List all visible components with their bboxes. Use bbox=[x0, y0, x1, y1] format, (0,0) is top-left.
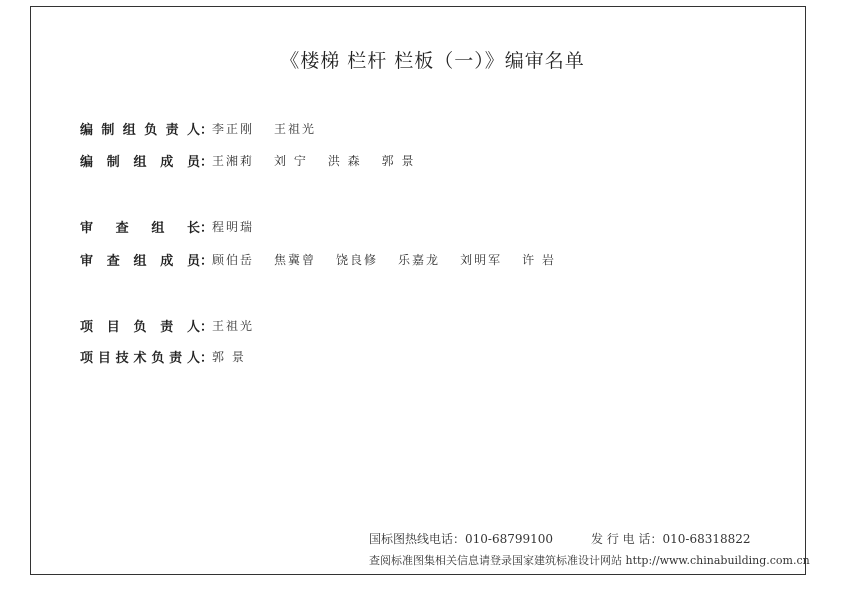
colon: ： bbox=[200, 253, 214, 269]
person-name: 许 岩 bbox=[522, 252, 556, 267]
person-name: 郭 景 bbox=[381, 153, 416, 168]
names-list bbox=[212, 152, 436, 169]
credit-row-review-chief bbox=[80, 216, 274, 236]
person-name: 王湘莉 bbox=[212, 153, 255, 168]
credit-row-project-lead bbox=[80, 315, 274, 335]
colon: ： bbox=[200, 220, 214, 236]
person-name: 刘明军 bbox=[460, 252, 503, 267]
names-list bbox=[212, 120, 336, 137]
person-name: 王祖光 bbox=[274, 121, 317, 136]
person-name: 刘 宁 bbox=[274, 153, 308, 168]
names-list bbox=[212, 251, 576, 268]
person-name: 焦冀曾 bbox=[274, 252, 317, 267]
colon: ： bbox=[200, 154, 214, 170]
page-border bbox=[30, 6, 806, 575]
person-name: 洪 森 bbox=[327, 153, 362, 168]
names-list bbox=[212, 317, 274, 334]
footer-website-line: 查阅标准图集相关信息请登录国家建筑标准设计网站 http://www.chinabuilding.com.cn bbox=[369, 554, 810, 567]
document-title: 《楼梯 栏杆 栏板（一）》编审名单 bbox=[280, 50, 585, 72]
person-name: 顾伯岳 bbox=[212, 252, 255, 267]
credit-row-chief-compiler bbox=[80, 118, 336, 138]
person-name: 程明瑞 bbox=[212, 219, 255, 234]
credit-row-technical-lead bbox=[80, 346, 266, 366]
role-label: 审查组长 bbox=[80, 220, 200, 236]
person-name: 王祖光 bbox=[212, 318, 255, 333]
person-name: 乐嘉龙 bbox=[398, 252, 441, 267]
person-name: 郭 景 bbox=[212, 349, 246, 364]
colon: ： bbox=[200, 319, 214, 335]
colon: ： bbox=[200, 122, 214, 138]
colon: ： bbox=[200, 350, 214, 366]
credit-row-compilers bbox=[80, 150, 436, 170]
person-name: 饶良修 bbox=[336, 252, 379, 267]
role-label: 项目负责人 bbox=[80, 319, 200, 335]
hotline-text: 国标图热线电话：010-68799100 bbox=[369, 532, 554, 546]
names-list bbox=[212, 218, 274, 235]
credit-row-reviewers bbox=[80, 249, 576, 269]
role-label: 项目技术负责人 bbox=[80, 350, 200, 366]
person-name: 李正刚 bbox=[212, 121, 255, 136]
role-label: 审查组成员 bbox=[80, 253, 200, 269]
role-label: 编制组负责人 bbox=[80, 122, 200, 138]
role-label: 编制组成员 bbox=[80, 154, 200, 170]
distribution-phone-text: 发 行 电 话：010-68318822 bbox=[591, 532, 751, 546]
names-list bbox=[212, 348, 266, 365]
footer-phone-line bbox=[369, 530, 751, 547]
